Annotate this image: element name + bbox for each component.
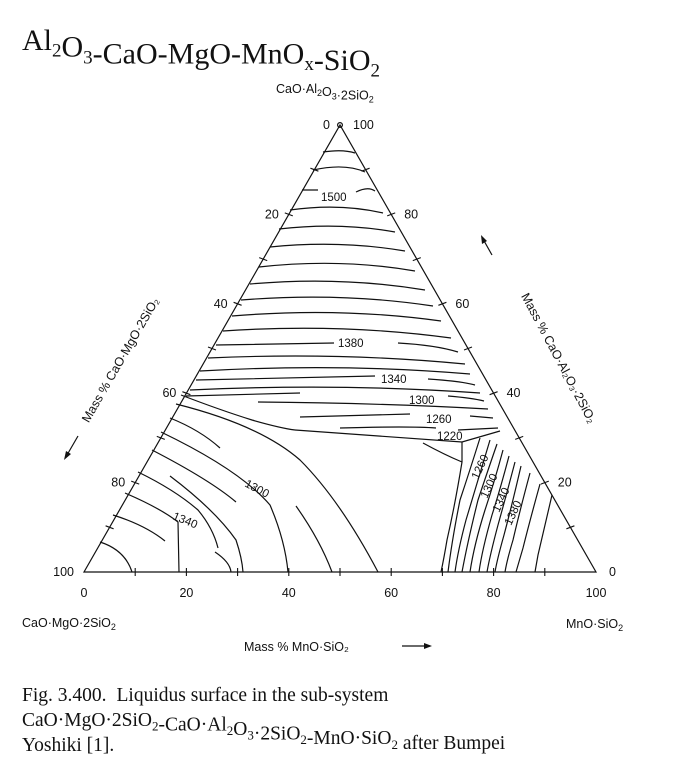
left-axis-label: Mass % CaO·MgO·2SiO₂ xyxy=(79,295,163,425)
isotherm-label: 1380 xyxy=(502,499,525,528)
tick-label: 0 xyxy=(80,586,88,600)
figure-caption-line2: $CaO\cdot MgO\cdot 2SiO_2-CaO\cdot Al_2O_3\cdot 2SiO_2-MnO\cdot SiO_2$ after Bumpei xyxy=(22,710,506,754)
isotherm-label: 1380 xyxy=(338,338,364,350)
tick-label: 80 xyxy=(486,586,501,600)
tick-label: 0 xyxy=(323,118,330,132)
isotherm-label: 1340 xyxy=(170,510,200,532)
isotherm-label: 1340 xyxy=(381,374,407,386)
tick-label: 100 xyxy=(353,118,374,132)
isotherm-label: 1260 xyxy=(426,414,452,426)
tick-label: 40 xyxy=(281,586,296,600)
tick-label: 0 xyxy=(609,565,616,579)
vertex-label-left: CaO·MgO·2SiO$_2$ xyxy=(22,616,116,633)
tick-label: 20 xyxy=(179,586,194,600)
right-axis-label: Mass % CaO·Al₂O₃·2SiO₂ xyxy=(518,290,599,426)
left-axis-arrow xyxy=(64,436,78,460)
tick-label: 20 xyxy=(557,475,572,490)
vertex-label-top: $CaO\cdot Al_2O_3\cdot 2SiO_2$ xyxy=(276,82,374,105)
tick-label: 80 xyxy=(404,207,419,222)
tick-label: 40 xyxy=(213,296,228,311)
isotherm-label: 1220 xyxy=(437,431,463,443)
right-axis-arrow xyxy=(481,235,492,255)
isotherm-label: 1260 xyxy=(469,453,492,482)
bottom-axis-arrow xyxy=(402,643,432,649)
isotherm-label: 1340 xyxy=(490,486,513,515)
left-axis-tick-labels xyxy=(53,118,330,579)
tick-label: 100 xyxy=(585,586,607,600)
tick-label: 80 xyxy=(111,475,126,490)
bottom-axis-label: Mass % MnO·SiO₂ xyxy=(244,640,349,654)
tick-label: 60 xyxy=(162,386,177,401)
tick-label: 60 xyxy=(384,586,399,600)
tick-label: 100 xyxy=(53,565,74,579)
isotherm-label: 1300 xyxy=(478,472,501,501)
figure-caption-line3: Yoshiki [1]. xyxy=(22,735,115,756)
lower-left-isotherm-curves xyxy=(100,404,378,572)
isotherm-label: 1300 xyxy=(242,478,271,501)
figure-caption-line1: Fig. 3.400. Liquidus surface in the sub-system xyxy=(22,685,389,706)
isotherm-label: 1300 xyxy=(409,395,435,407)
bottom-axis-tick-labels xyxy=(81,586,607,600)
tick-label: 40 xyxy=(506,386,521,401)
tick-label: 20 xyxy=(264,207,279,222)
tick-label: 60 xyxy=(455,296,470,311)
isotherm-labels xyxy=(171,192,525,531)
diagram-title: $Al_2O_3-CaO-MgO-MnO_x-SiO_2$ xyxy=(22,24,380,82)
isotherm-label: 1500 xyxy=(321,192,347,204)
vertex-label-right: MnO·SiO$_2$ xyxy=(566,617,624,634)
